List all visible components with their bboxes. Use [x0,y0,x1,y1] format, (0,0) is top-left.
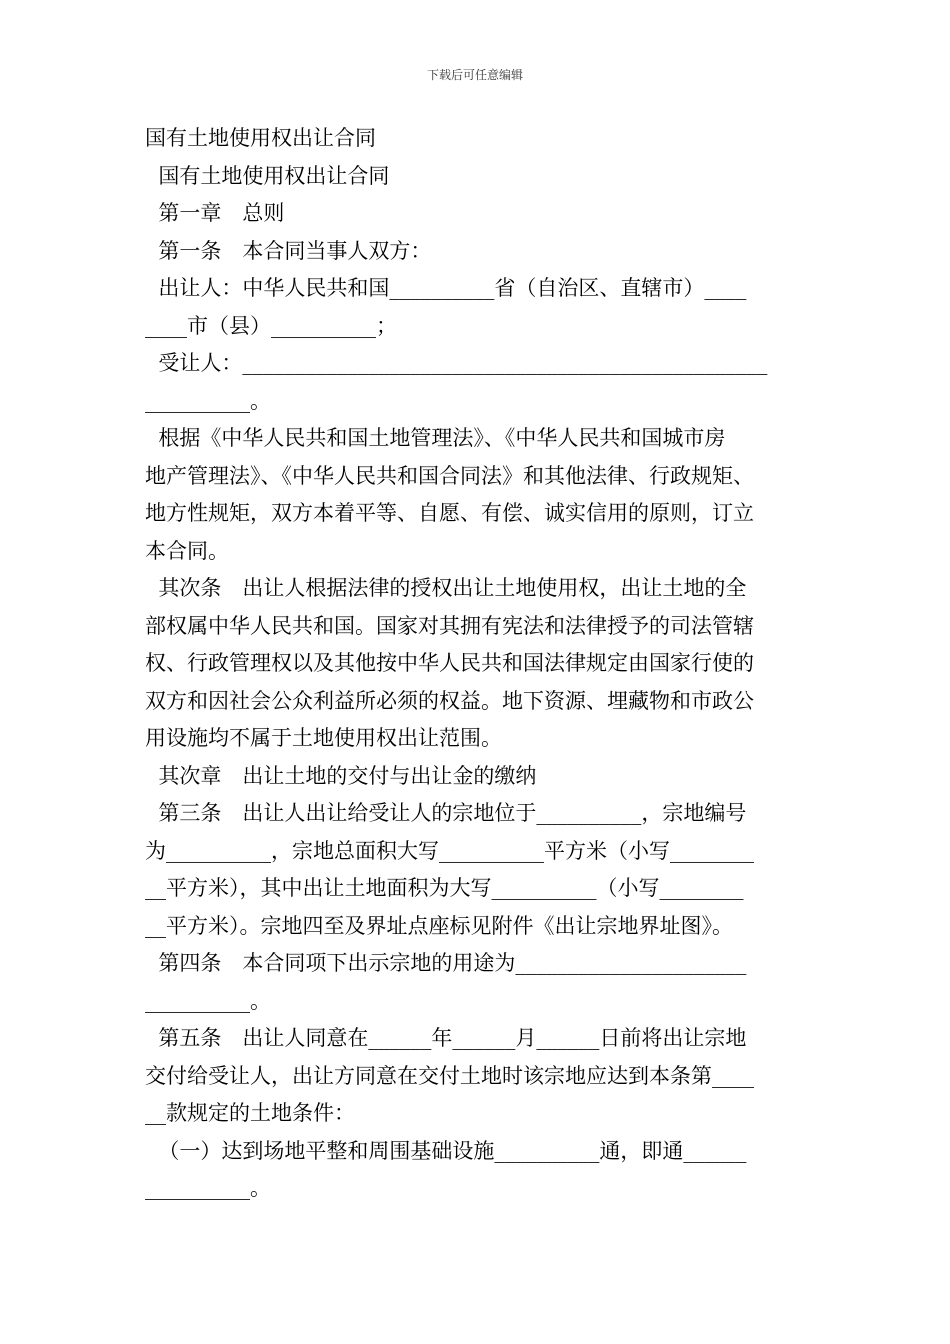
text-line: __________。 [145,388,271,413]
text-line: 交付给受让人，出让方同意在交付土地时该宗地应达到本条第____ [145,1063,754,1088]
text-line: __________。 [145,988,271,1013]
document-body [145,120,815,1208]
text-line: __平方米）。宗地四至及界址点座标见附件《出让宗地界址图》。 [145,913,733,938]
text-line: 为__________，宗地总面积大写__________平方米（小写________ [145,838,754,863]
text-line: 权、行政管理权以及其他按中华人民共和国法律规定由国家行使的 [145,651,754,675]
text-line: ____市（县）__________； [145,313,397,338]
text-line: 本合同。 [145,538,229,563]
text-line: 第五条 出让人同意在______年______月______日前将出让宗地 [145,1026,747,1050]
text-line: __款规定的土地条件： [145,1101,355,1125]
text-line: 出让人：中华人民共和国__________省（自治区、直辖市）____ [145,276,747,300]
text-line: 地方性规矩，双方本着平等、自愿、有偿、诚实信用的原则，订立 [145,501,754,525]
page-header: 下载后可任意编辑 [426,68,523,82]
text-line: __平方米），其中出让土地面积为大写__________（小写________ [145,876,744,900]
text-line: __________。 [145,1176,271,1200]
text-line: （一）达到场地平整和周围基础设施__________通，即通______ [145,1138,747,1163]
text-line: 其次章 出让土地的交付与出让金的缴纳 [145,763,537,788]
text-line: 第一条 本合同当事人双方： [145,238,432,263]
text-line: 其次条 出让人根据法律的授权出让土地使用权，出让土地的全 [145,576,747,600]
text-line: 国有土地使用权出让合同 [145,126,376,150]
text-line: 部权属中华人民共和国。国家对其拥有宪法和法律授予的司法管辖 [145,613,754,638]
text-line: 国有土地使用权出让合同 [145,163,390,188]
text-line: 双方和因社会公众利益所必须的权益。地下资源、埋藏物和市政公 [145,688,754,713]
text-line: 用设施均不属于土地使用权出让范围。 [145,726,502,750]
text-line: 第四条 本合同项下出示宗地的用途为______________________ [145,951,747,975]
text-line: 地产管理法》、《中华人民共和国合同法》和其他法律、行政规矩、 [145,463,754,488]
text-line: 第三条 出让人出让给受让人的宗地位于__________，宗地编号 [145,801,747,825]
text-line: 第一章 总则 [145,201,285,225]
text-line: 受让人：__________________________________________________ [145,351,768,375]
text-line: 根据《中华人民共和国土地管理法》、《中华人民共和国城市房 [145,426,726,450]
